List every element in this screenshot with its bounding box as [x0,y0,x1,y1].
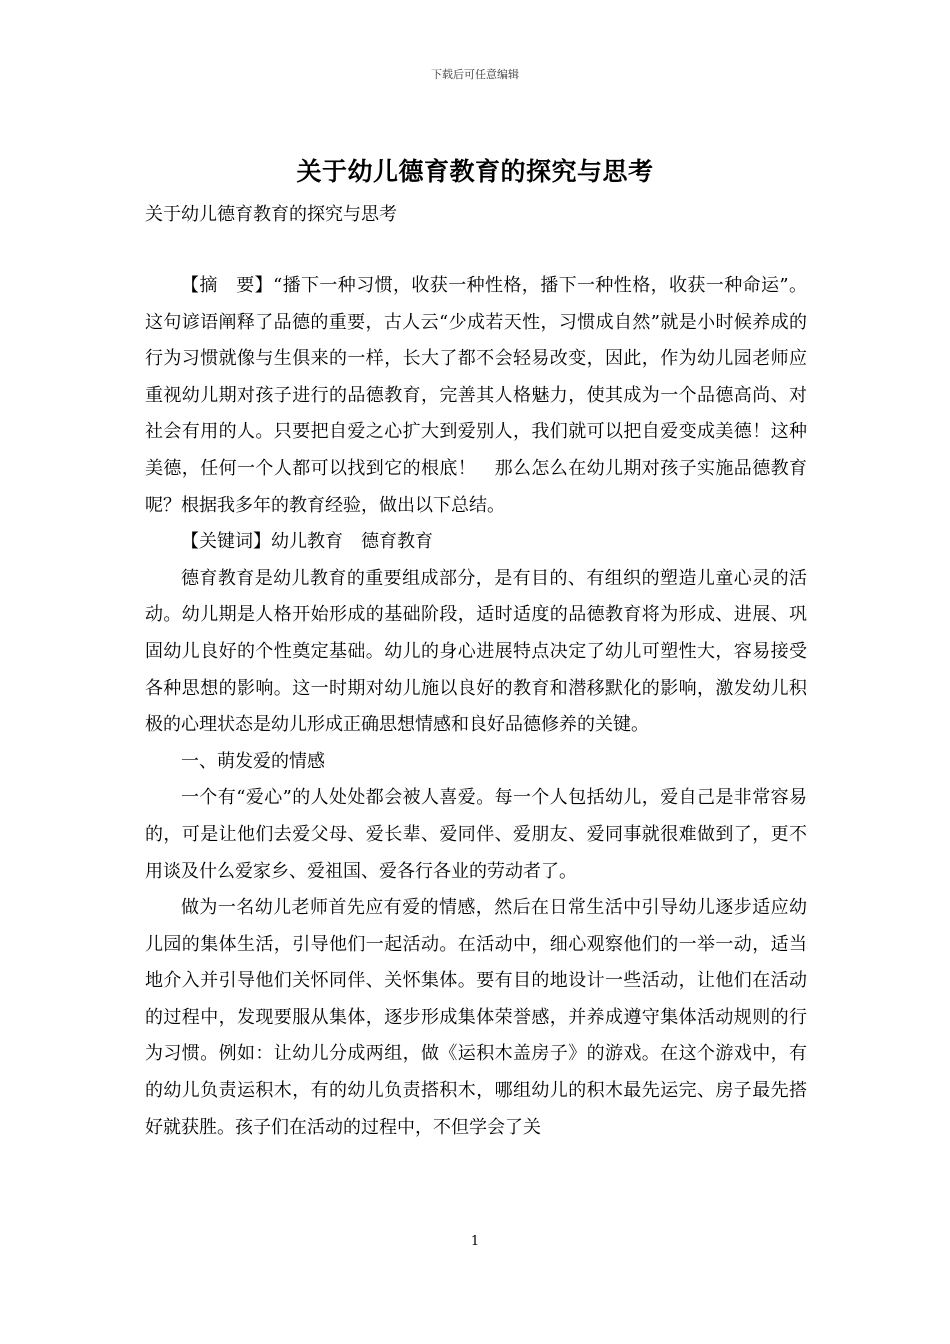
document-subtitle: 关于幼儿德育教育的探究与思考 [145,204,397,225]
document-title: 关于幼儿德育教育的探究与思考 [296,157,654,186]
body-paragraph: 做为一名幼儿老师首先应有爱的情感，然后在日常生活中引导幼儿逐步适应幼儿园的集体生活，引导他们一起活动。在活动中，细心观察他们的一举一动，适当地介入并引导他们关怀同伴、关怀集体。要有目的地设计一些活动，让他们在活动的过程中，发现要服从集体，逐步形成集体荣誉感，并养成遵守集体活动规则的行为习惯。例如：让幼儿分成两组，做《运积木盖房子》的游戏。在这个游戏中，有的幼儿负责运积木，有的幼儿负责搭积木，哪组幼儿的积木最先运完、房子最先搭好就获胜。孩子们在活动的过程中，不但学会了关 [145,897,807,1138]
section-heading-1: 一、萌发爱的情感 [181,750,325,772]
document-body [145,268,807,1146]
page-number: 1 [470,1234,480,1249]
page-header: 下载后可任意编辑 [431,68,519,81]
body-paragraph: 一个有“爱心”的人处处都会被人喜爱。每一个人包括幼儿，爱自己是非常容易的，可是让他们去爱父母、爱长辈、爱同伴、爱朋友、爱同事就很难做到了，更不用谈及什么爱家乡、爱祖国、爱各行各业的劳动者了。 [145,787,807,882]
intro-paragraph: 德育教育是幼儿教育的重要组成部分，是有目的、有组织的塑造儿童心灵的活动。幼儿期是人格开始形成的基础阶段，适时适度的品德教育将为形成、进展、巩固幼儿良好的个性奠定基础。幼儿的身心进展特点决定了幼儿可塑性大，容易接受各种思想的影响。这一时期对幼儿施以良好的教育和潜移默化的影响，激发幼儿积极的心理状态是幼儿形成正确思想情感和良好品德修养的关键。 [145,567,807,736]
abstract-paragraph: 【摘 要】“播下一种习惯，收获一种性格，播下一种性格，收获一种命运”。这句谚语阐释了品德的重要，古人云“少成若天性，习惯成自然”就是小时候养成的行为习惯就像与生俱来的一样，长大了都不会轻易改变，因此，作为幼儿园老师应重视幼儿期对孩子进行的品德教育，完善其人格魅力，使其成为一个品德高尚、对社会有用的人。只要把自爱之心扩大到爱别人，我们就可以把自爱变成美德！这种美德，任何一个人都可以找到它的根底！ 那么怎么在幼儿期对孩子实施品德教育呢？根据我多年的教育经验，做出以下总结。 [145,275,807,516]
keywords-paragraph: 【关键词】幼儿教育 德育教育 [181,531,433,553]
